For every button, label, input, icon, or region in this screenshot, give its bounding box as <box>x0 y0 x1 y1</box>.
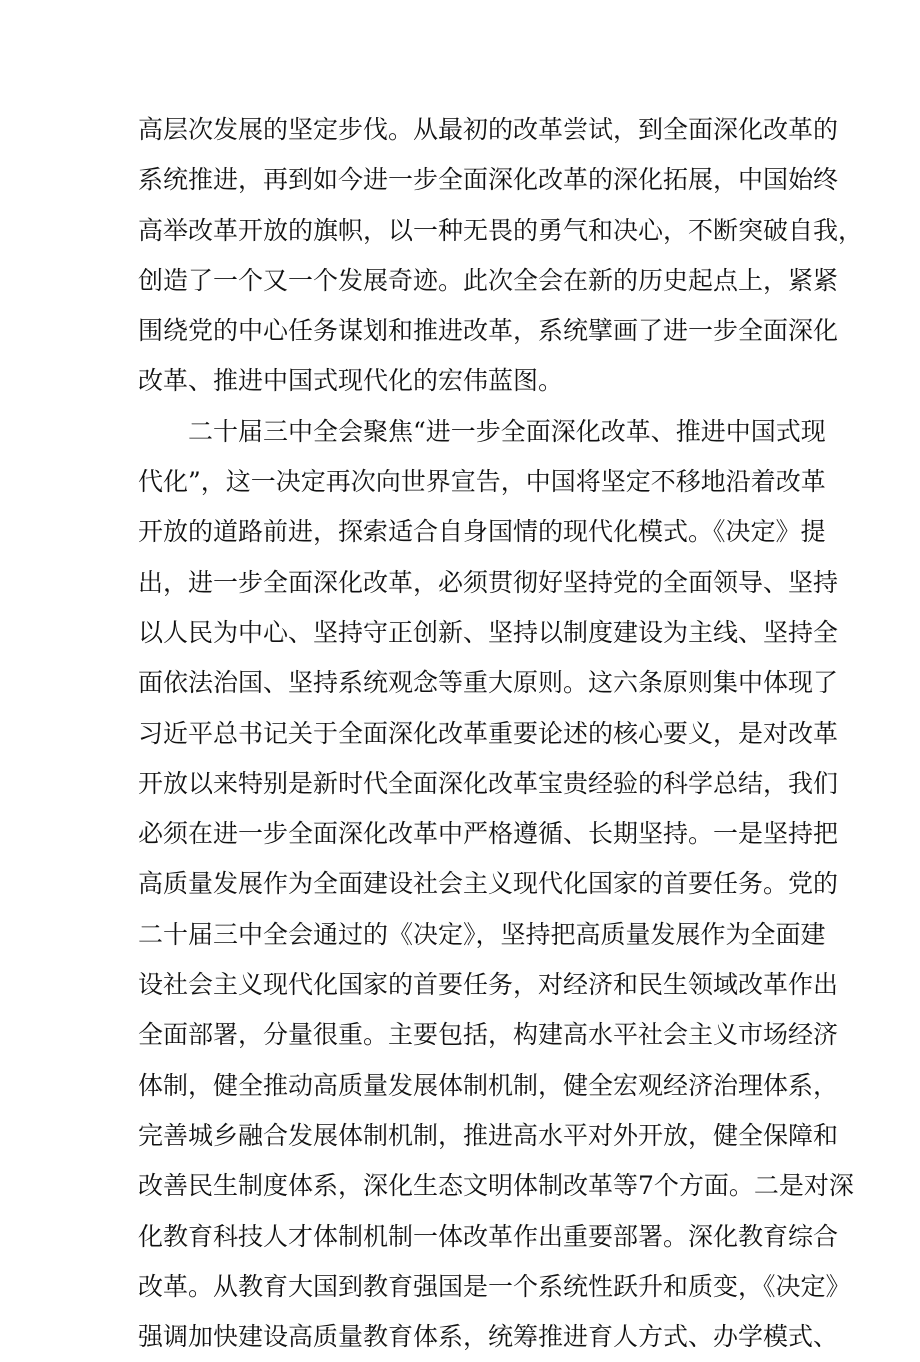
text-line: 代化”，这一决定再次向世界宣告，中国将坚定不移地沿着改革 <box>138 467 826 497</box>
text-line: 以人民为中心、坚持守正创新、坚持以制度建设为主线、坚持全 <box>138 617 839 647</box>
text-line: 改革、推进中国式现代化的宏伟蓝图。 <box>138 366 564 396</box>
text-line: 高层次发展的坚定步伐。从最初的改革尝试，到全面深化改革的 <box>138 115 839 144</box>
text-line: 创造了一个又一个发展奇迹。此次全会在新的历史起点上，紧紧 <box>138 265 839 295</box>
text-line: 系统推进，再到如今进一步全面深化改革的深化拓展，中国始终 <box>138 165 839 195</box>
text-line: 高质量发展作为全面建设社会主义现代化国家的首要任务。党的 <box>138 869 839 899</box>
text-line: 二十届三中全会通过的《决定》，坚持把高质量发展作为全面建 <box>138 919 826 949</box>
text-line: 改善民生制度体系，深化生态文明体制改革等7个方面。二是对深 <box>138 1171 854 1201</box>
document-body <box>138 105 864 1362</box>
text-line: 出，进一步全面深化改革，必须贯彻好坚持党的全面领导、坚持 <box>138 567 839 597</box>
text-line: 高举改革开放的旗帜，以一种无畏的勇气和决心，不断突破自我， <box>138 215 864 245</box>
paragraph-first-line: 二十届三中全会聚焦“进一步全面深化改革、推进中国式现 <box>188 416 826 446</box>
text-line: 全面部署，分量很重。主要包括，构建高水平社会主义市场经济 <box>138 1020 839 1050</box>
text-line: 化教育科技人才体制机制一体改革作出重要部署。深化教育综合 <box>138 1221 839 1251</box>
text-line: 强调加快建设高质量教育体系，统筹推进育人方式、办学模式、 <box>138 1322 839 1352</box>
text-line: 改革。从教育大国到教育强国是一个系统性跃升和质变，《决定》 <box>138 1271 851 1301</box>
text-line: 开放以来特别是新时代全面深化改革宝贵经验的科学总结，我们 <box>138 768 839 798</box>
text-line: 必须在进一步全面深化改革中严格遵循、长期坚持。一是坚持把 <box>138 819 839 849</box>
text-line: 完善城乡融合发展体制机制，推进高水平对外开放，健全保障和 <box>138 1120 839 1150</box>
text-line: 习近平总书记关于全面深化改革重要论述的核心要义，是对改革 <box>138 718 839 748</box>
text-line: 体制，健全推动高质量发展体制机制，健全宏观经济治理体系， <box>138 1070 839 1100</box>
text-line: 开放的道路前进，探索适合自身国情的现代化模式。《决定》提 <box>138 517 826 547</box>
text-line: 围绕党的中心任务谋划和推进改革，系统擘画了进一步全面深化 <box>138 316 839 346</box>
text-line: 设社会主义现代化国家的首要任务，对经济和民生领域改革作出 <box>138 970 839 1000</box>
text-line: 面依法治国、坚持系统观念等重大原则。这六条原则集中体现了 <box>138 668 839 698</box>
